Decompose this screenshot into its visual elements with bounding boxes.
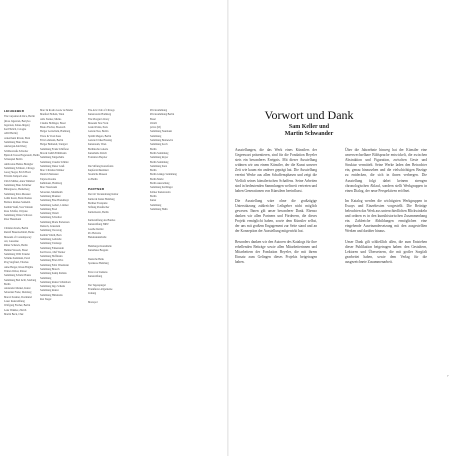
paragraph: Ausstellungen, die das Werk eines Künstlers der Gegenwart präsentieren, sind für die Fondation Beyeler stets ein besonderes Ereignis. Mit dieser Ausstellung widmen wir uns einem Künstler, der die Kunst unserer Zeit wie kaum ein anderer geprägt hat. Die Ausstellung vereint Werke aus allen Schaffensphasen und zeigt die Vielfalt seines künstlerischen Schaffens. Seine Arbeiten sind in bedeutenden Sammlungen weltweit vertreten und haben Generationen von Künstlern beeinflusst.	[235, 148, 317, 193]
list-item: Fritz Lehmann, Berlin	[40, 139, 64, 143]
authors	[229, 124, 389, 138]
lenders-list	[40, 109, 80, 302]
list-item: Ambrosius Hamas Brøngler	[4, 162, 34, 166]
list-item: Lauer Kunststiftung	[4, 300, 25, 304]
list-item: Sammlung Petra Messner	[4, 192, 31, 196]
list-item: Kunst	[150, 199, 157, 203]
list-item: Kunsthalle Zürich	[88, 151, 107, 155]
author-line: Sam Keller und	[288, 124, 330, 130]
list-item: Kathrin Weiß, Vera Wintam	[4, 205, 33, 209]
list-item: Sammlung Rainer Schönborn	[40, 280, 71, 284]
list-item: zu Berlin	[88, 177, 98, 181]
list-item: Sammlung	[150, 134, 162, 138]
body-text-column-1	[235, 148, 317, 270]
list-item: Barbara Renner-Sanneim	[4, 201, 31, 205]
list-item: Der Tagesspiegel	[88, 283, 106, 287]
list-item: Sammlung Kurz	[150, 164, 168, 168]
list-item: Sammlung Claudia Schiller	[40, 160, 69, 164]
list-item: Marc Christian Wehner	[40, 169, 65, 173]
list-item: Sammlung Dieter Gruß	[40, 164, 65, 168]
list-item: Kuhlmann, Hamburg	[40, 182, 62, 186]
list-item: Sammlung Neumann	[150, 130, 172, 134]
list-item: Marcel Kramer, Dortmund	[4, 295, 32, 299]
lenders-list	[88, 109, 130, 182]
list-item: Marc & Rosita Gouw de Mader	[40, 109, 73, 112]
list-item: Bruno Fischer, Eisenach	[40, 126, 66, 130]
list-item: Kai Drews, Olaf Werner	[40, 250, 66, 254]
list-item: Goethe Institut	[88, 227, 104, 231]
list-item: Sammlung Koch	[150, 143, 168, 147]
partner-section	[88, 187, 130, 305]
list-item: Basel	[150, 117, 156, 121]
page-title: Vorwort und Dank	[264, 108, 354, 122]
list-item: Kulturbesitz, Berlin	[88, 210, 109, 214]
lenders-heading: LEIHGEBER	[4, 109, 25, 113]
list-item: Sammlung Falkenstein	[40, 246, 64, 250]
list-item: Kunstverein Hamburg	[88, 113, 112, 117]
list-item: Sammlung Willi Strieder	[4, 252, 30, 256]
list-item: Kölner Kunstverein	[150, 190, 171, 194]
list-item: (Rosa Jagersten, Bertyleo	[4, 119, 31, 123]
list-item: Jagersten, Klaus-Jürgen)	[4, 123, 30, 127]
list-item: Lena Winkler, Zürich	[4, 308, 27, 312]
partner-heading: PARTNER	[88, 187, 105, 192]
paragraph: Im Katalog werden die wichtigsten Werkgruppen in Essays und Einzeltexten vorgestellt. Die Beiträge beleuchten das Werk aus unterschiedlichen Blickwinkeln und ordnen es in den kunsthistorischen Zusammenhang ein. Zahlreiche Abbildungen ermöglichen eine eingehende Auseinandersetzung mit den ausgestellten Werken und darüber hinaus.	[345, 198, 427, 234]
list-item: Thore & Vroni Kass	[40, 134, 62, 138]
list-item: Sammlung	[40, 276, 52, 280]
list-item: Rex Sieger	[40, 298, 52, 302]
list-item: Die Stiftung Kunstfonds	[88, 164, 114, 168]
list-item: Sammlung Felix Wiesmann	[40, 263, 69, 267]
list-item: Ernst von Siemens	[88, 270, 108, 274]
paragraph: Unser Dank gilt schließlich allen, die zum Entstehen dieser Publikation beigetragen haben: den Gestaltern, Lektoren und Übersetzern, die mit großer Sorgfalt gearbeitet haben, sowie dem Verlag für die ausgezeichnete Zusammenarbeit.	[345, 239, 427, 264]
list-item: Sammlung Wendt	[40, 212, 59, 216]
list-item: Georg Sieger, Erich Horst	[4, 171, 31, 175]
paragraph: Besonders danken wir den Autoren des Katalogs für ihre erhellenden Beiträge sowie allen Mitarbeiterinnen und Mitarbeitern der Fondation Beyeler, die mit ihrem Einsatz zum Gelingen dieses Projekts beigetragen haben.	[235, 239, 317, 264]
list-item: Sammlung Bennewitz	[150, 139, 173, 143]
list-item: Monopol	[88, 300, 98, 304]
list-item: Sammlung Schitzen, Chicago	[4, 166, 35, 170]
list-item: Peter Hausmann	[4, 218, 22, 222]
list-item: Berlin	[150, 194, 157, 198]
list-item: Prag Siegfried, Thomas	[4, 261, 29, 265]
list-item: Privatsammlung Berlin	[150, 113, 175, 117]
list-item: Schillerstraße Schreber	[4, 149, 29, 153]
list-item: Sammlung Sängerhalle	[40, 156, 65, 160]
list-item: Kupferstichkabinett	[88, 169, 109, 173]
paragraph: Die Ausstellung wäre ohne die großzügige Unterstützung zahlreicher Leihgeber nicht möglich gewesen. Ihnen gilt unser besonderer Dank. Ebenso danken wir allen Partnern und Förderern, die dieses Projekt ermöglicht haben, sowie dem Künstler selbst, der uns mit großem Engagement zur Seite stand und an der Konzeption der Ausstellung mitgewirkt hat.	[235, 198, 317, 234]
list-item: Sammlung Elke Brandmayr	[40, 199, 69, 203]
list-item: Helmut Wessels, Basel	[4, 248, 28, 252]
list-item: Kai Ehrlich, Cologne	[4, 128, 27, 132]
list-item: Sammlung Schultz Hanns	[4, 274, 31, 278]
list-item: Tatjana Rosalie	[40, 177, 57, 181]
list-item: Sebastian Franz, Duisburg	[4, 291, 32, 295]
list-item: Manfred Hollein, Wien	[40, 113, 65, 117]
list-item: ADO Berlin)	[4, 132, 18, 136]
list-item: Fridolin Tempel Lenss	[4, 175, 28, 179]
list-item: Sammlung Brauch	[40, 267, 60, 271]
list-item: Sammlung Gabrielle	[40, 237, 62, 241]
list-item: The Carpenter & Rice, Berlin	[4, 115, 35, 119]
list-item: Lehm Kaatz, Barnd Kanna	[4, 196, 32, 200]
list-item: Sammlung Ellen Wicz	[40, 259, 64, 263]
list-item: Sammlung Vorzewig	[40, 229, 62, 233]
list-item: Sammlung Walter Schwarz	[4, 214, 33, 218]
list-item: Sammlung Ingo Schenk	[40, 285, 65, 289]
list-item: Galerie Neu, Berlin	[88, 130, 109, 134]
list-item: Sammlung Haus Schirmer	[4, 184, 32, 188]
list-item: Aldo Steiner, Mulko	[40, 117, 62, 121]
list-item: The Arts Club of Chicago	[88, 109, 115, 112]
lenders-list	[4, 115, 40, 317]
list-item: privat (M)	[150, 126, 161, 130]
list-item: Kulturstiftung des Bundes	[88, 219, 116, 223]
list-item: Sammlung Haus Wiese	[4, 141, 29, 145]
list-item: Kathrin Würth, Bern	[40, 233, 62, 237]
list-item: Holger Behrendt, Stuttgart	[40, 143, 68, 147]
lenders-list	[150, 109, 194, 212]
list-item: Berlin Sammlung	[150, 151, 169, 155]
list-item: Frankfurter Allgemeine	[88, 287, 113, 291]
list-item: Sammlung Frank Schifferer	[40, 147, 69, 151]
list-item: Berliner Festspiele	[88, 201, 108, 205]
list-item: Rütter Schenck, Berlin	[4, 244, 28, 248]
list-item: Sammlung Bad Ischl, Salzburg	[4, 278, 37, 282]
paragraph: Über die Jahrzehnte hinweg hat der Künstler eine unverwechselbare Bildsprache entwickelt, die zwischen Abstraktion und Figuration, zwischen Geste und Struktur vermittelt. Seine Werke laden den Betrachter ein, genau hinzusehen und die vielschichtigen Bezüge zu entdecken, die sich in ihnen verbergen. Die Ausstellung folgt dabei keinem strengen chronologischen Ablauf, sondern stellt Werkgruppen in einen Dialog, der neue Perspektiven eröffnet.	[345, 148, 427, 193]
list-item: Ackermann Rössle, Bern	[4, 136, 31, 140]
list-item: Sammlung Hahn	[150, 207, 168, 211]
list-item: Dietrich Meissner	[40, 173, 59, 177]
lenders-column-1	[4, 109, 40, 317]
list-item: Zeitung	[88, 292, 97, 296]
list-item: Berlin	[4, 282, 11, 286]
list-item: Staatliche Museen	[88, 173, 108, 177]
list-item: Kunststiftung NRW	[88, 223, 109, 227]
list-item: Bittergraeve, Heidelberg	[4, 188, 30, 192]
lenders-column-4	[150, 109, 194, 212]
list-item: Sammlung Reyer	[150, 156, 169, 160]
list-item: Anne Berger, Klaus Brigitte	[4, 265, 34, 269]
list-item: Sparkasse Hamburg	[88, 262, 109, 266]
author-line: Martin Schwander	[284, 131, 334, 137]
list-item: Max & Judith Frühlmann	[40, 151, 67, 155]
page-number: 7	[447, 374, 449, 378]
list-item: Stiftung Preußischer	[88, 206, 110, 210]
list-item: Claudia Hollinger, Basel	[40, 121, 66, 125]
right-page	[229, 0, 456, 456]
list-item: Der Ort Veranstaltung Kultur	[88, 193, 119, 197]
list-item: Art, Lausanne	[4, 239, 19, 243]
list-item: Sammlung Schreiber	[40, 216, 62, 220]
list-item: Ansbergen-Kirchberg	[4, 145, 27, 149]
list-item: The Morgan Library	[88, 117, 110, 121]
list-item: Rosa Schäfer, Chiyoko	[4, 209, 28, 213]
list-item: Marc Nussbaum	[40, 186, 58, 190]
list-item: Wolfgang Fischer, Berlin	[4, 304, 31, 308]
list-item: Berlin	[150, 169, 157, 173]
list-item: Sammlung Hoffmann	[40, 255, 63, 259]
list-item: Alexander Merkel, Kunst	[4, 287, 31, 291]
list-item: Museum of Contemporary	[4, 235, 32, 239]
list-item: Museum New York	[88, 121, 109, 125]
list-item: Deutsche Bank	[88, 257, 104, 261]
list-item: Schauspiel Berlin	[4, 158, 23, 162]
list-item: Kunsthaus Bregenz	[88, 249, 109, 253]
list-item: Sammlung Kröllinger	[150, 186, 173, 190]
list-item: Berlin Sammlung	[150, 160, 169, 164]
list-item: Sammlung Rektor	[40, 289, 59, 293]
list-item: Ulrich Müller, Anna Wimmel	[4, 179, 35, 183]
list-item: Galerie Ulrike Hassing	[88, 139, 112, 143]
list-item: Kultur & Kunst Hamburg	[88, 197, 115, 201]
list-item: Tilman Weber, Pulsaz	[4, 269, 27, 273]
list-item: Sammlung Hülsmann	[40, 293, 63, 297]
list-item: Berlin Ginkgo Sammlung	[150, 173, 177, 177]
list-item: Berlin Markt	[150, 177, 164, 181]
list-item: Sammlung Marie Prebensen	[40, 220, 70, 224]
list-item: Sammlung Kamp Perkins	[40, 272, 67, 276]
list-item: Holger Gottschalk, Hamburg	[40, 130, 71, 134]
list-item: Sebastian, Mannheim	[40, 190, 63, 194]
partner-list	[88, 193, 130, 305]
list-item: Fondation Beyeler	[88, 156, 108, 160]
list-item: Bjørn & Teresa Hagerstedt, Berlin	[4, 153, 40, 157]
list-item: Sammlung	[150, 203, 162, 207]
list-item: Berlinische Galerie	[88, 147, 109, 151]
lenders-column-3	[88, 109, 130, 305]
list-item: Berlin	[150, 147, 157, 151]
list-item: Sprüth Magers, Berlin	[88, 134, 112, 138]
list-item: Kunstraum, Wien	[88, 143, 107, 147]
list-item: Dentsch, Jerusalem	[40, 225, 61, 229]
list-item: Berlin Ausstellung	[150, 182, 170, 186]
body-text-column-2	[345, 148, 427, 270]
list-item: Pro Helvetia	[88, 232, 102, 236]
list-item: Privatsammlung	[150, 109, 168, 112]
list-item: Sammlung Mautner	[40, 194, 61, 198]
list-item: Kunststiftung	[88, 274, 103, 278]
list-item: Sammlung Gellert, Lindner	[40, 203, 69, 207]
list-item: Zürich	[150, 121, 157, 125]
list-item: Bundeskunsthalle	[88, 236, 107, 240]
list-item: Grand Palais, Paris	[88, 126, 108, 130]
list-item: Martin Beck, Chur	[4, 312, 24, 316]
list-item: Schulke Kaminski, Pavel	[4, 257, 31, 261]
list-item: Sammlung Eisel	[40, 207, 58, 211]
list-item: Sammlung Taxburge	[40, 242, 62, 246]
lenders-column-2	[40, 109, 80, 302]
left-page	[0, 0, 227, 456]
list-item: Hamburger Kunsthalle	[88, 244, 112, 248]
list-item: Christian Krebs, Berlin	[4, 227, 29, 231]
list-item: Rudolf Bauernschmid, Berne	[4, 231, 35, 235]
